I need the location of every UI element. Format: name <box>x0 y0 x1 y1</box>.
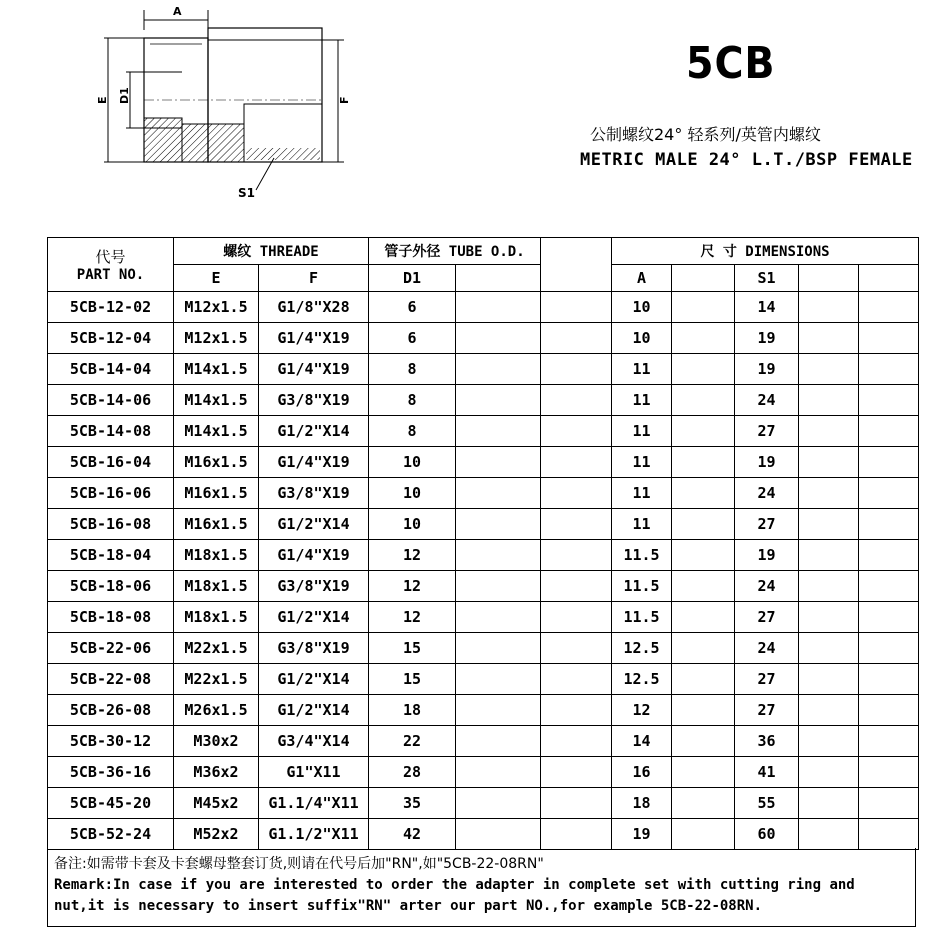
table-row <box>48 478 919 509</box>
remark-box <box>47 848 916 927</box>
cell-empty <box>541 292 612 323</box>
cell-s1: 41 <box>735 757 799 788</box>
remark-en-line1: Remark:In case if you are interested to order the adapter in complete set with cutting ring and <box>54 877 855 893</box>
cell-d1: 12 <box>369 571 456 602</box>
dimensions-header: 尺 寸 DIMENSIONS <box>612 238 919 265</box>
table-row <box>48 695 919 726</box>
cell-empty <box>859 447 919 478</box>
cell-s1: 27 <box>735 416 799 447</box>
cell-empty <box>799 788 859 819</box>
cell-f: G1/4"X19 <box>259 447 369 478</box>
cell-empty <box>541 695 612 726</box>
cell-part-no: 5CB-18-06 <box>48 571 174 602</box>
cell-a: 10 <box>612 323 672 354</box>
cell-a: 11.5 <box>612 602 672 633</box>
cell-empty <box>672 323 735 354</box>
cell-empty <box>859 509 919 540</box>
cell-f: G1/4"X19 <box>259 354 369 385</box>
cell-empty <box>799 416 859 447</box>
cell-empty <box>859 602 919 633</box>
cell-empty <box>799 385 859 416</box>
cell-a: 14 <box>612 726 672 757</box>
remark-en-line2: nut,it is necessary to insert suffix"RN" arter our part NO.,for example 5CB-22-08RN. <box>54 898 763 914</box>
table-row <box>48 819 919 850</box>
col-a-header: A <box>612 265 672 292</box>
table-row <box>48 571 919 602</box>
cell-e: M18x1.5 <box>174 602 259 633</box>
cell-empty <box>456 633 541 664</box>
cell-empty <box>859 354 919 385</box>
cell-e: M16x1.5 <box>174 509 259 540</box>
cell-empty <box>541 757 612 788</box>
cell-empty <box>799 664 859 695</box>
cell-s1: 19 <box>735 540 799 571</box>
cell-e: M26x1.5 <box>174 695 259 726</box>
cell-empty <box>859 757 919 788</box>
cell-f: G1.1/2"X11 <box>259 819 369 850</box>
cell-empty <box>541 478 612 509</box>
tube-od-header: 管子外径 TUBE O.D. <box>369 238 541 265</box>
cell-empty <box>799 509 859 540</box>
table-row <box>48 757 919 788</box>
col-empty-header <box>799 265 859 292</box>
cell-empty <box>859 478 919 509</box>
col-empty-header <box>672 265 735 292</box>
cell-s1: 27 <box>735 664 799 695</box>
cell-empty <box>456 509 541 540</box>
table-row <box>48 664 919 695</box>
cell-empty <box>541 664 612 695</box>
cell-empty <box>541 540 612 571</box>
cell-empty <box>672 788 735 819</box>
cell-empty <box>799 292 859 323</box>
cell-empty <box>859 385 919 416</box>
cell-empty <box>799 819 859 850</box>
cell-f: G1/2"X14 <box>259 416 369 447</box>
dim-d1-label: D1 <box>118 87 131 104</box>
title-english: METRIC MALE 24° L.T./BSP FEMALE <box>580 150 913 170</box>
cell-empty <box>859 726 919 757</box>
cell-part-no: 5CB-14-04 <box>48 354 174 385</box>
cell-e: M16x1.5 <box>174 447 259 478</box>
cell-f: G1/4"X19 <box>259 323 369 354</box>
cell-part-no: 5CB-52-24 <box>48 819 174 850</box>
cell-d1: 15 <box>369 633 456 664</box>
cell-empty <box>672 292 735 323</box>
cell-empty <box>799 633 859 664</box>
cell-d1: 8 <box>369 354 456 385</box>
cell-f: G1/2"X14 <box>259 509 369 540</box>
cell-e: M14x1.5 <box>174 416 259 447</box>
cell-e: M14x1.5 <box>174 354 259 385</box>
dimensions-table <box>47 237 919 850</box>
cell-a: 11 <box>612 447 672 478</box>
cell-s1: 36 <box>735 726 799 757</box>
cell-f: G1/2"X14 <box>259 602 369 633</box>
cell-d1: 28 <box>369 757 456 788</box>
dim-a-label: A <box>173 5 182 18</box>
cell-s1: 27 <box>735 695 799 726</box>
cell-empty <box>672 757 735 788</box>
cell-empty <box>859 633 919 664</box>
cell-empty <box>456 540 541 571</box>
cell-part-no: 5CB-22-06 <box>48 633 174 664</box>
cell-empty <box>456 447 541 478</box>
cell-d1: 42 <box>369 819 456 850</box>
cell-empty <box>672 540 735 571</box>
fitting-drawing <box>60 0 360 210</box>
cell-empty <box>456 571 541 602</box>
cell-a: 16 <box>612 757 672 788</box>
cell-a: 12.5 <box>612 664 672 695</box>
cell-e: M52x2 <box>174 819 259 850</box>
part-no-en: PART NO. <box>76 267 145 283</box>
cell-empty <box>456 354 541 385</box>
cell-empty <box>672 447 735 478</box>
cell-d1: 10 <box>369 478 456 509</box>
cell-a: 11.5 <box>612 571 672 602</box>
cell-e: M18x1.5 <box>174 571 259 602</box>
cell-empty <box>456 788 541 819</box>
cell-empty <box>456 385 541 416</box>
cell-empty <box>799 354 859 385</box>
cell-empty <box>456 478 541 509</box>
table-row <box>48 540 919 571</box>
cell-empty <box>859 695 919 726</box>
cell-f: G1/8"X28 <box>259 292 369 323</box>
cell-empty <box>672 664 735 695</box>
cell-empty <box>859 323 919 354</box>
cell-a: 18 <box>612 788 672 819</box>
cell-f: G1/4"X19 <box>259 540 369 571</box>
cell-empty <box>672 819 735 850</box>
cell-empty <box>799 478 859 509</box>
cell-f: G1.1/4"X11 <box>259 788 369 819</box>
cell-empty <box>541 788 612 819</box>
cell-a: 11 <box>612 416 672 447</box>
col-e-header: E <box>174 265 259 292</box>
title-chinese: 公制螺纹24° 轻系列/英管内螺纹 <box>590 125 821 144</box>
cell-empty <box>799 540 859 571</box>
table-row <box>48 416 919 447</box>
cell-s1: 24 <box>735 571 799 602</box>
cell-d1: 10 <box>369 447 456 478</box>
cell-empty <box>456 292 541 323</box>
table-row <box>48 323 919 354</box>
cell-s1: 27 <box>735 509 799 540</box>
cell-d1: 22 <box>369 726 456 757</box>
cell-empty <box>672 571 735 602</box>
cell-empty <box>799 757 859 788</box>
cell-d1: 8 <box>369 416 456 447</box>
cell-d1: 6 <box>369 323 456 354</box>
cell-e: M12x1.5 <box>174 323 259 354</box>
table-row <box>48 354 919 385</box>
cell-empty <box>541 385 612 416</box>
cell-d1: 12 <box>369 540 456 571</box>
cell-d1: 8 <box>369 385 456 416</box>
cell-empty <box>859 664 919 695</box>
cell-a: 12 <box>612 695 672 726</box>
cell-e: M18x1.5 <box>174 540 259 571</box>
cell-s1: 24 <box>735 478 799 509</box>
cell-empty <box>456 757 541 788</box>
cell-s1: 27 <box>735 602 799 633</box>
cell-s1: 19 <box>735 323 799 354</box>
col-f-header: F <box>259 265 369 292</box>
cell-empty <box>799 571 859 602</box>
cell-e: M30x2 <box>174 726 259 757</box>
cell-f: G1/2"X14 <box>259 695 369 726</box>
cell-e: M22x1.5 <box>174 633 259 664</box>
cell-empty <box>541 602 612 633</box>
cell-part-no: 5CB-18-04 <box>48 540 174 571</box>
dim-e-label: E <box>96 96 109 104</box>
cell-empty <box>456 819 541 850</box>
cell-empty <box>456 602 541 633</box>
cell-f: G1"X11 <box>259 757 369 788</box>
cell-empty <box>672 695 735 726</box>
cell-f: G3/4"X14 <box>259 726 369 757</box>
cell-part-no: 5CB-14-06 <box>48 385 174 416</box>
cell-empty <box>859 292 919 323</box>
cell-empty <box>672 416 735 447</box>
cell-a: 11 <box>612 385 672 416</box>
cell-s1: 14 <box>735 292 799 323</box>
cell-d1: 12 <box>369 602 456 633</box>
cell-part-no: 5CB-36-16 <box>48 757 174 788</box>
cell-e: M14x1.5 <box>174 385 259 416</box>
cell-empty <box>799 602 859 633</box>
cell-empty <box>859 540 919 571</box>
cell-e: M36x2 <box>174 757 259 788</box>
cell-empty <box>672 385 735 416</box>
cell-empty <box>799 726 859 757</box>
remark-cn: 备注:如需带卡套及卡套螺母整套订货,则请在代号后加"RN",如"5CB-22-08RN" <box>54 856 544 872</box>
cell-f: G3/8"X19 <box>259 571 369 602</box>
cell-a: 11 <box>612 509 672 540</box>
table-row <box>48 602 919 633</box>
cell-a: 11 <box>612 354 672 385</box>
cell-empty <box>672 509 735 540</box>
product-code: 5CB <box>686 38 776 89</box>
cell-empty <box>859 788 919 819</box>
cell-s1: 19 <box>735 354 799 385</box>
cell-empty <box>541 416 612 447</box>
cell-e: M12x1.5 <box>174 292 259 323</box>
col-empty-header <box>456 265 541 292</box>
cell-empty <box>541 633 612 664</box>
cell-part-no: 5CB-12-02 <box>48 292 174 323</box>
col-empty-header <box>859 265 919 292</box>
cell-e: M45x2 <box>174 788 259 819</box>
cell-empty <box>456 416 541 447</box>
threade-header: 螺纹 THREADE <box>174 238 369 265</box>
cell-empty <box>859 571 919 602</box>
cell-empty <box>541 509 612 540</box>
cell-empty <box>799 447 859 478</box>
cell-empty <box>672 478 735 509</box>
dim-f-label: F <box>338 96 351 104</box>
cell-empty <box>541 354 612 385</box>
cell-part-no: 5CB-12-04 <box>48 323 174 354</box>
cell-s1: 24 <box>735 385 799 416</box>
cell-part-no: 5CB-26-08 <box>48 695 174 726</box>
cell-d1: 18 <box>369 695 456 726</box>
blank-header <box>541 238 612 292</box>
cell-e: M22x1.5 <box>174 664 259 695</box>
cell-empty <box>456 664 541 695</box>
cell-empty <box>672 602 735 633</box>
table-row <box>48 509 919 540</box>
cell-empty <box>541 323 612 354</box>
cell-part-no: 5CB-18-08 <box>48 602 174 633</box>
cell-a: 10 <box>612 292 672 323</box>
cell-f: G3/8"X19 <box>259 478 369 509</box>
cell-a: 11 <box>612 478 672 509</box>
cell-f: G1/2"X14 <box>259 664 369 695</box>
cell-empty <box>799 695 859 726</box>
cell-empty <box>672 354 735 385</box>
col-d1-header: D1 <box>369 265 456 292</box>
table-row <box>48 726 919 757</box>
table-row <box>48 292 919 323</box>
s1-label: S1 <box>238 186 255 200</box>
cell-d1: 10 <box>369 509 456 540</box>
cell-empty <box>799 323 859 354</box>
cell-empty <box>456 323 541 354</box>
cell-part-no: 5CB-22-08 <box>48 664 174 695</box>
cell-empty <box>456 726 541 757</box>
cell-s1: 24 <box>735 633 799 664</box>
cell-part-no: 5CB-30-12 <box>48 726 174 757</box>
table-row <box>48 788 919 819</box>
cell-empty <box>859 416 919 447</box>
cell-e: M16x1.5 <box>174 478 259 509</box>
cell-part-no: 5CB-16-06 <box>48 478 174 509</box>
cell-empty <box>672 633 735 664</box>
cell-a: 19 <box>612 819 672 850</box>
cell-part-no: 5CB-16-08 <box>48 509 174 540</box>
cell-empty <box>541 447 612 478</box>
cell-empty <box>672 726 735 757</box>
part-no-cn: 代号 <box>95 248 126 266</box>
cell-s1: 55 <box>735 788 799 819</box>
cell-empty <box>541 571 612 602</box>
table-row <box>48 447 919 478</box>
cell-a: 11.5 <box>612 540 672 571</box>
cell-s1: 19 <box>735 447 799 478</box>
cell-a: 12.5 <box>612 633 672 664</box>
cell-d1: 35 <box>369 788 456 819</box>
cell-part-no: 5CB-16-04 <box>48 447 174 478</box>
cell-d1: 6 <box>369 292 456 323</box>
col-s1-header: S1 <box>735 265 799 292</box>
cell-f: G3/8"X19 <box>259 385 369 416</box>
part-no-header <box>48 238 174 292</box>
cell-empty <box>541 819 612 850</box>
cell-f: G3/8"X19 <box>259 633 369 664</box>
cell-d1: 15 <box>369 664 456 695</box>
cell-empty <box>859 819 919 850</box>
cell-empty <box>456 695 541 726</box>
cell-part-no: 5CB-45-20 <box>48 788 174 819</box>
cell-s1: 60 <box>735 819 799 850</box>
table-row <box>48 633 919 664</box>
cell-part-no: 5CB-14-08 <box>48 416 174 447</box>
table-row <box>48 385 919 416</box>
cell-empty <box>541 726 612 757</box>
